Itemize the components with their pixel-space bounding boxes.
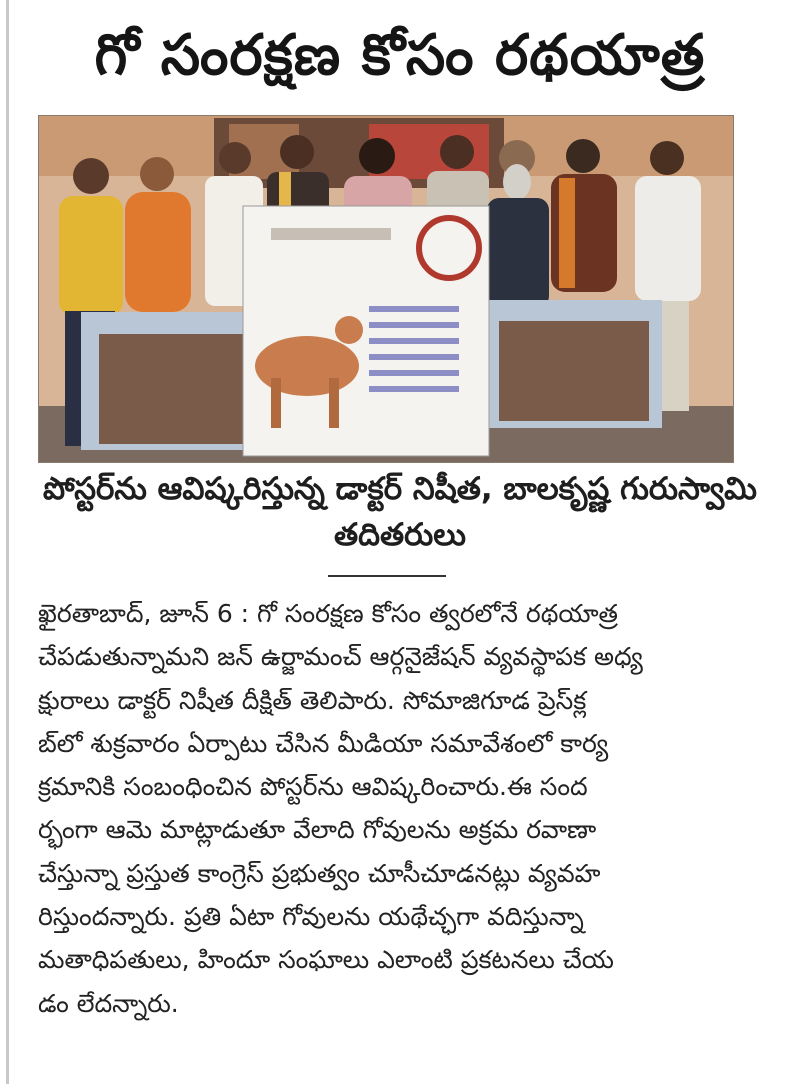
body-line: రిస్తుందన్నారు. ప్రతి ఏటా గోవులను యథేచ్ఛగా వదిస్తున్నా	[38, 902, 584, 932]
body-line: మతాధిపతులు, హిందూ సంఘాలు ఎలాంటి ప్రకటనలు చేయ	[38, 945, 614, 975]
article-body	[38, 592, 750, 1025]
body-line: బ్‌లో శుక్రవారం ఏర్పాటు చేసిన మీడియా సమావేశంలో కార్య	[38, 728, 609, 758]
column-rule	[6, 0, 9, 1084]
photo-caption	[30, 466, 770, 558]
caption-divider	[328, 575, 446, 577]
caption-line-2: తదితరులు	[334, 517, 466, 553]
news-photo	[38, 115, 734, 463]
body-line: క్షురాలు డాక్టర్ నిషీత దీక్షిత్ తెలిపారు. సోమాజిగూడ ప్రెస్‌క్ల	[38, 685, 587, 715]
article-headline: గో సంరక్షణ కోసం రథయాత్ర	[94, 23, 706, 88]
body-line: ర్భంగా ఆమె మాట్లాడుతూ వేలాది గోవులను అక్రమ రవాణా	[38, 815, 597, 845]
body-line: ఖైరతాబాద్, జూన్ 6 : గో సంరక్షణ కోసం త్వరలోనే రథయాత్ర	[38, 599, 618, 628]
body-line: డం లేదన్నారు.	[38, 988, 179, 1018]
body-line: చేస్తున్నా ప్రస్తుత కాంగ్రెస్ ప్రభుత్వం చూసీచూడనట్లు వ్యవహ	[38, 858, 601, 888]
photo-illustration	[39, 116, 733, 462]
caption-line-1: పోస్టర్‌ను ఆవిష్కరిస్తున్న డాక్టర్ నిషీత, బాలకృష్ణ గురుస్వామి	[43, 471, 757, 507]
body-line: చేపడుతున్నామని జన్ ఉర్జామంచ్ ఆర్గనైజేషన్ వ్యవస్థాపక అధ్య	[38, 642, 643, 672]
body-line: క్రమానికి సంబంధించిన పోస్టర్‌ను ఆవిష్కరించారు.ఈ సంద	[38, 772, 588, 802]
